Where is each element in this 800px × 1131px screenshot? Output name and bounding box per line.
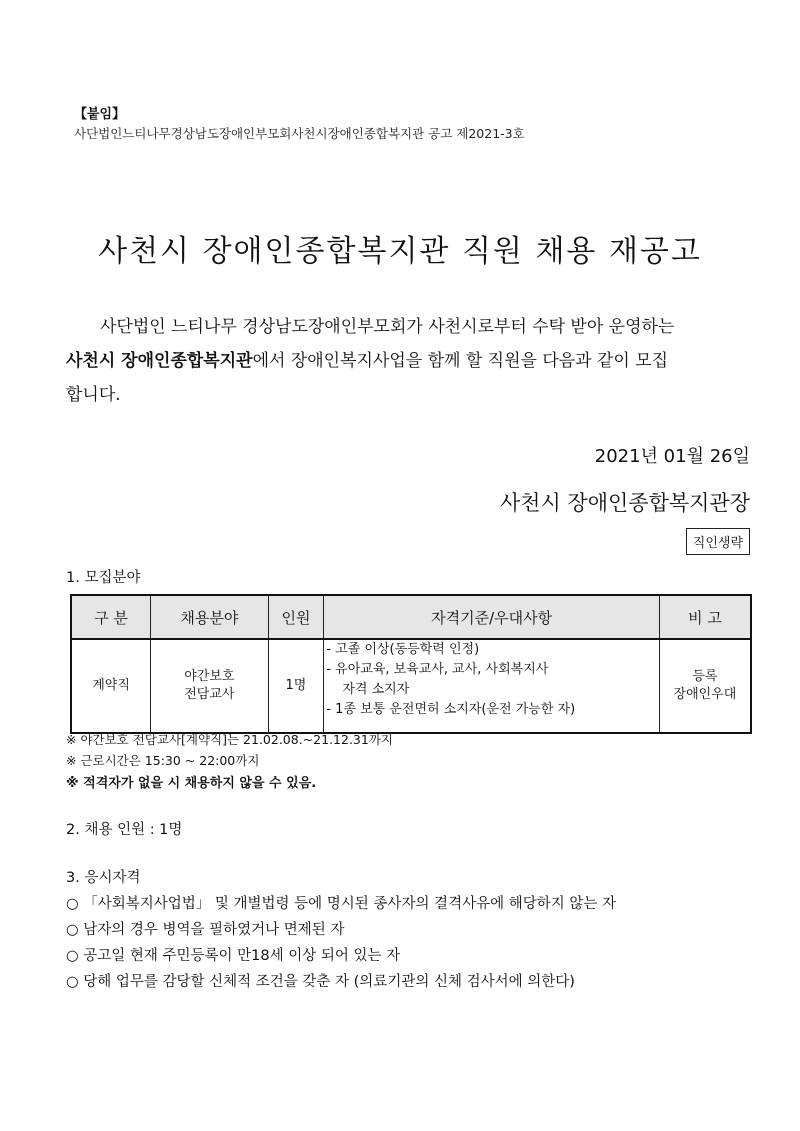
intro-line2: 에서 장애인복지사업을 함께 할 직원을 다음과 같이 모집 [252, 351, 669, 371]
header-count: 인원 [268, 595, 324, 639]
eligibility-item: ○ 남자의 경우 병역을 필하였거나 면제된 자 [66, 922, 345, 938]
cell-qualifications [324, 639, 660, 733]
table-header-row [71, 595, 751, 639]
cell-remarks [659, 639, 751, 733]
section3-title: 3. 응시자격 [66, 870, 141, 886]
cell-field-line1: 야간보호 [184, 669, 235, 684]
announcement-reference: 사단법인느티나무경상남도장애인부모회사천시장애인종합복지관 공고 제2021-3호 [74, 126, 525, 141]
eligibility-item: ○ 「사회복지사업법」 및 개별법령 등에 명시된 종사자의 결격사유에 해당하지 않는 자 [66, 896, 616, 912]
seal-omitted-box: 직인생략 [686, 528, 750, 555]
organization-name: 사천시 장애인종합복지관장 [499, 491, 750, 515]
qual-line: - 유아교육, 보육교사, 교사, 사회복지사 [326, 662, 549, 677]
header-category: 구 분 [71, 595, 151, 639]
section1-title: 1. 모집분야 [66, 570, 141, 586]
qual-line: - 고졸 이상(동등학력 인정) [326, 642, 480, 657]
intro-line1: 사단법인 느티나무 경상남도장애인부모회가 사천시로부터 수탁 받아 운영하는 [100, 317, 675, 337]
page-title: 사천시 장애인종합복지관 직원 채용 재공고 [98, 234, 702, 269]
header-field: 채용분야 [151, 595, 268, 639]
header-qualifications: 자격기준/우대사항 [324, 595, 660, 639]
note-no-hire: ※ 적격자가 없을 시 채용하지 않을 수 있음. [66, 776, 317, 791]
cell-remarks-line2: 장애인우대 [673, 687, 737, 702]
eligibility-item: ○ 공고일 현재 주민등록이 만18세 이상 되어 있는 자 [66, 948, 401, 964]
qual-line: - 1종 보통 운전면허 소지자(운전 가능한 자) [326, 702, 576, 717]
table-row [71, 639, 751, 733]
announcement-date: 2021년 01월 26일 [594, 446, 750, 467]
note-hours: ※ 근로시간은 15:30 ~ 22:00까지 [66, 753, 260, 768]
intro-line3: 합니다. [66, 385, 121, 405]
cell-type: 계약직 [71, 639, 151, 733]
intro-paragraph [66, 310, 750, 412]
recruitment-table [70, 594, 752, 734]
attachment-label: 【붙임】 [74, 107, 126, 122]
cell-remarks-line1: 등록 [692, 669, 718, 684]
section2-title: 2. 채용 인원 : 1명 [66, 822, 183, 838]
note-period: ※ 야간보호 전담교사[계약직]는 21.02.08.~21.12.31까지 [66, 732, 393, 747]
header-remarks: 비 고 [659, 595, 751, 639]
cell-count: 1명 [268, 639, 324, 733]
qual-line: 자격 소지자 [342, 682, 410, 697]
cell-field-line2: 전담교사 [184, 687, 235, 702]
intro-bold-org: 사천시 장애인종합복지관 [66, 351, 253, 371]
eligibility-item: ○ 당해 업무를 감당할 신체적 조건을 갖춘 자 (의료기관의 신체 검사서에 의한다) [66, 974, 575, 990]
cell-field [151, 639, 268, 733]
